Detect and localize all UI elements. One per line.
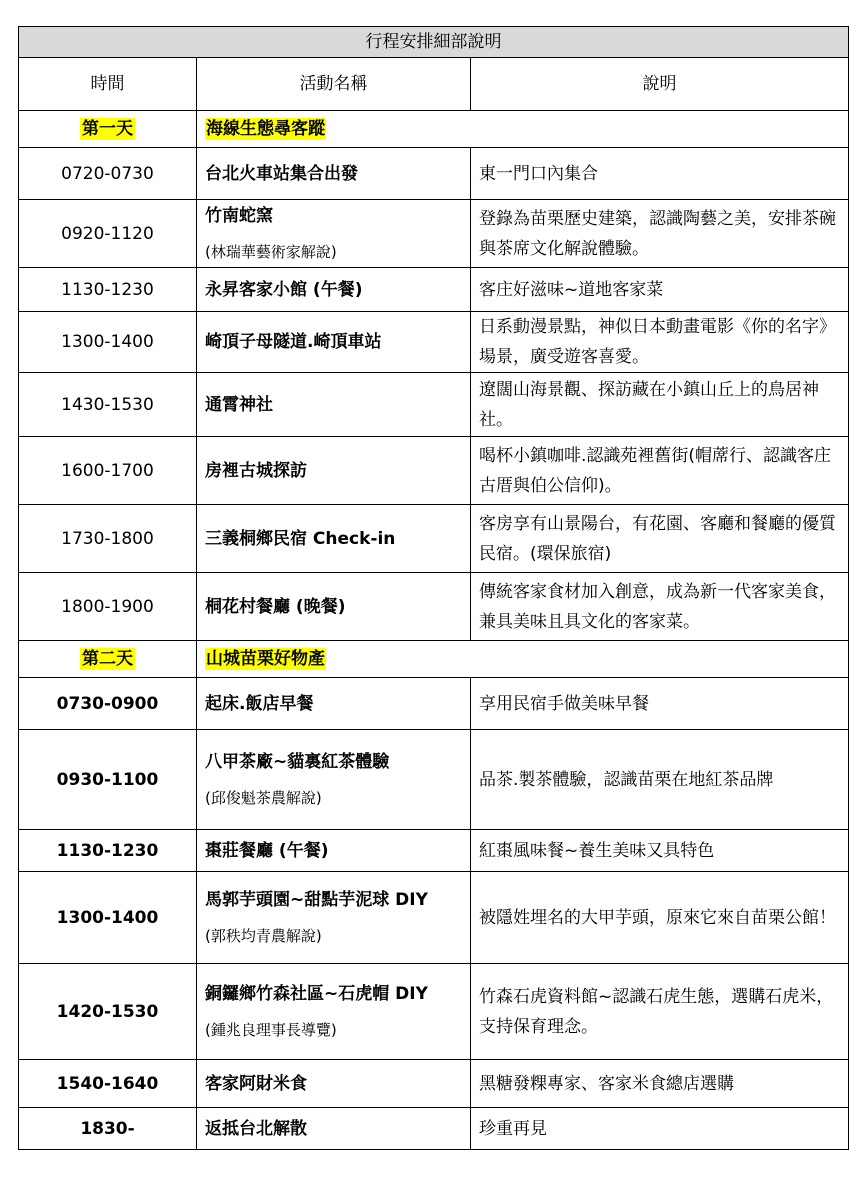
activity-cell xyxy=(197,200,471,268)
time-cell: 1300-1400 xyxy=(19,312,197,373)
activity-cell xyxy=(197,437,471,505)
table-row xyxy=(19,373,849,437)
activity-name: 馬郭芋頭園~甜點芋泥球 DIY xyxy=(205,889,428,910)
day-label: 第一天 xyxy=(82,119,133,139)
activity-name: 永昇客家小館 (午餐) xyxy=(205,279,363,300)
description-cell: 東一門口內集合 xyxy=(471,148,849,200)
activity-name: 三義桐鄉民宿 Check-in xyxy=(205,528,396,549)
table-header-row xyxy=(19,58,849,111)
time-cell: 1300-1400 xyxy=(19,872,197,964)
activity-cell xyxy=(197,505,471,573)
day-label-cell xyxy=(19,641,197,678)
activity-cell xyxy=(197,872,471,964)
activity-cell xyxy=(197,730,471,830)
activity-name: 通霄神社 xyxy=(205,394,273,415)
itinerary-table xyxy=(18,26,849,1150)
table-row xyxy=(19,830,849,872)
table-row xyxy=(19,964,849,1060)
activity-cell xyxy=(197,148,471,200)
time-cell: 1130-1230 xyxy=(19,830,197,872)
table-row xyxy=(19,200,849,268)
time-cell: 0930-1100 xyxy=(19,730,197,830)
activity-name: 竹南蛇窯 xyxy=(205,205,273,226)
time-cell: 1420-1530 xyxy=(19,964,197,1060)
activity-cell xyxy=(197,268,471,312)
table-row xyxy=(19,678,849,730)
description-cell: 日系動漫景點，神似日本動畫電影《你的名字》場景，廣受遊客喜愛。 xyxy=(471,312,849,373)
table-row xyxy=(19,268,849,312)
time-cell: 1800-1900 xyxy=(19,573,197,641)
day-label-cell xyxy=(19,111,197,148)
activity-guide: (郭秩均青農解說) xyxy=(205,926,322,945)
time-cell: 1600-1700 xyxy=(19,437,197,505)
day-label: 第二天 xyxy=(82,649,133,669)
day-theme: 山城苗栗好物產 xyxy=(206,649,325,669)
activity-name: 返抵台北解散 xyxy=(205,1118,307,1139)
description-cell: 品茶.製茶體驗，認識苗栗在地紅茶品牌 xyxy=(471,730,849,830)
activity-name: 客家阿財米食 xyxy=(205,1073,307,1094)
day-header-row xyxy=(19,111,849,148)
activity-name: 銅鑼鄉竹森社區~石虎帽 DIY xyxy=(205,983,428,1004)
time-cell: 1830- xyxy=(19,1108,197,1150)
activity-name: 八甲茶廠~貓裏紅茶體驗 xyxy=(205,751,390,772)
description-cell: 登錄為苗栗歷史建築，認識陶藝之美，安排茶碗與茶席文化解說體驗。 xyxy=(471,200,849,268)
table-row xyxy=(19,1060,849,1108)
description-cell: 喝杯小鎮咖啡.認識苑裡舊街(帽蓆行、認識客庄古厝與伯公信仰)。 xyxy=(471,437,849,505)
day-header-row xyxy=(19,641,849,678)
itinerary-body xyxy=(19,27,849,1150)
header-time: 時間 xyxy=(19,58,197,111)
description-cell: 傳統客家食材加入創意，成為新一代客家美食，兼具美味且具文化的客家菜。 xyxy=(471,573,849,641)
activity-name: 桐花村餐廳 (晚餐) xyxy=(205,596,346,617)
day-theme-cell xyxy=(197,111,849,148)
activity-cell xyxy=(197,1108,471,1150)
table-row xyxy=(19,148,849,200)
header-description: 說明 xyxy=(471,58,849,111)
header-activity: 活動名稱 xyxy=(197,58,471,111)
activity-name: 棗莊餐廳 (午餐) xyxy=(205,840,329,861)
activity-cell xyxy=(197,830,471,872)
time-cell: 1430-1530 xyxy=(19,373,197,437)
description-cell: 竹森石虎資料館~認識石虎生態，選購石虎米，支持保育理念。 xyxy=(471,964,849,1060)
activity-cell xyxy=(197,312,471,373)
day-theme: 海線生態尋客蹤 xyxy=(206,119,325,139)
table-row xyxy=(19,505,849,573)
table-row xyxy=(19,312,849,373)
table-title-row xyxy=(19,27,849,58)
table-row xyxy=(19,573,849,641)
activity-guide: (林瑞華藝術家解說) xyxy=(205,242,337,261)
time-cell: 0920-1120 xyxy=(19,200,197,268)
description-cell: 紅棗風味餐~養生美味又具特色 xyxy=(471,830,849,872)
time-cell: 0720-0730 xyxy=(19,148,197,200)
activity-name: 房裡古城探訪 xyxy=(205,460,307,481)
activity-cell xyxy=(197,964,471,1060)
description-cell: 客庄好滋味~道地客家菜 xyxy=(471,268,849,312)
day-theme-cell xyxy=(197,641,849,678)
table-row xyxy=(19,437,849,505)
activity-cell xyxy=(197,678,471,730)
description-cell: 遼闊山海景觀、探訪藏在小鎮山丘上的鳥居神社。 xyxy=(471,373,849,437)
activity-cell xyxy=(197,573,471,641)
table-title: 行程安排細部說明 xyxy=(19,27,849,58)
activity-name: 台北火車站集合出發 xyxy=(205,163,358,184)
activity-cell xyxy=(197,1060,471,1108)
table-row xyxy=(19,1108,849,1150)
time-cell: 1130-1230 xyxy=(19,268,197,312)
activity-cell xyxy=(197,373,471,437)
description-cell: 被隱姓埋名的大甲芋頭，原來它來自苗栗公館！ xyxy=(471,872,849,964)
table-row xyxy=(19,872,849,964)
time-cell: 0730-0900 xyxy=(19,678,197,730)
description-cell: 客房享有山景陽台，有花園、客廳和餐廳的優質民宿。(環保旅宿) xyxy=(471,505,849,573)
activity-guide: (鍾兆良理事長導覽) xyxy=(205,1020,337,1039)
description-cell: 黑糖發粿專家、客家米食總店選購 xyxy=(471,1060,849,1108)
activity-guide: (邱俊魁茶農解說) xyxy=(205,788,322,807)
description-cell: 珍重再見 xyxy=(471,1108,849,1150)
table-row xyxy=(19,730,849,830)
time-cell: 1540-1640 xyxy=(19,1060,197,1108)
time-cell: 1730-1800 xyxy=(19,505,197,573)
activity-name: 崎頂子母隧道.崎頂車站 xyxy=(205,332,382,352)
description-cell: 享用民宿手做美味早餐 xyxy=(471,678,849,730)
activity-name: 起床.飯店早餐 xyxy=(205,693,314,714)
